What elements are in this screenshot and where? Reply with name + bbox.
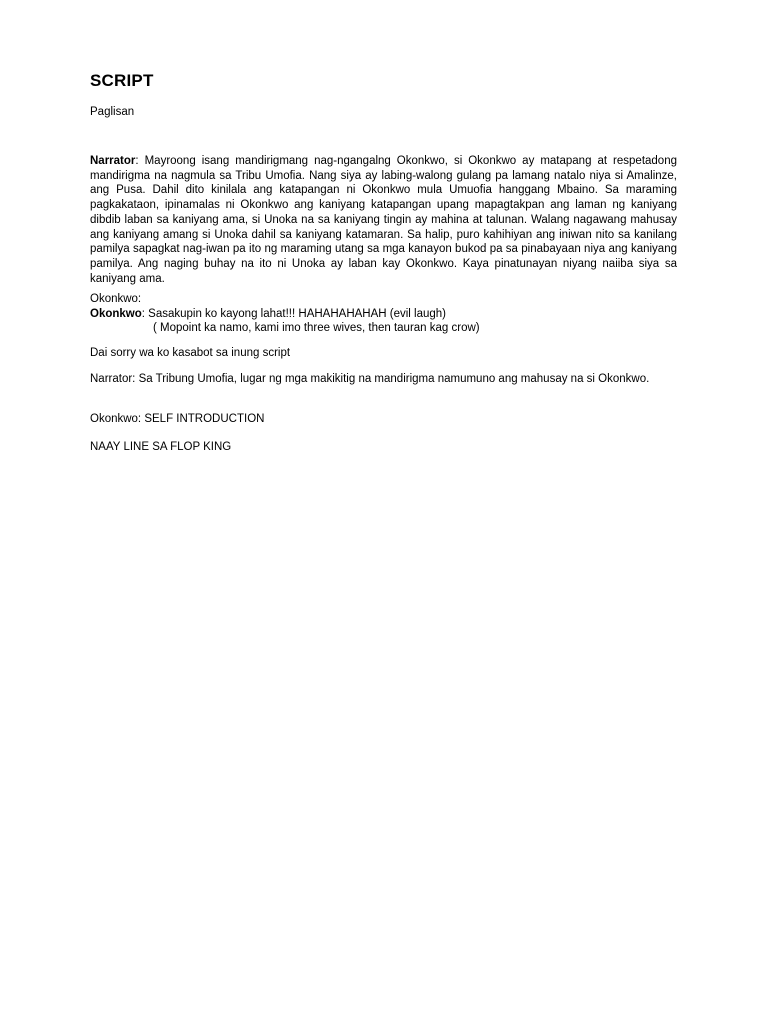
final-line: NAAY LINE SA FLOP KING [90, 441, 232, 453]
script-title: SCRIPT [90, 71, 154, 90]
okonkwo-stage-note: ( Mopoint ka namo, kami imo three wives, then tauran kag crow) [153, 322, 480, 335]
apology-line: Dai sorry wa ko kasabot sa inung script [90, 347, 291, 359]
narrator-second-paragraph: Narrator: Sa Tribung Umofia, lugar ng mga makikitig na mandirigma namumuno ang mahusay na si Okonkwo. [90, 373, 650, 385]
okonkwo-line-text: : Sasakupin ko kayong lahat!!! HAHAHAHAHAH (evil laugh) [141, 307, 447, 320]
narration-paragraph [90, 154, 677, 286]
script-subtitle: Paglisan [90, 106, 135, 118]
narrator-speaker-label: Narrator [90, 155, 136, 167]
narration-text: Mayroong isang mandirigmang nag-ngangalng Okonkwo, si Okonkwo ay matapang at respetadong mandirigma na nagmula sa Tribu Umofia. Nang siya ay labing-walong gulang pa lamang natalo niya si Amalinze, ang Pusa. Dahil dito kinilala ang katapangan ni Okonkwo mula Umuofia hanggang Mbaino. Sa maraming pagkakataon, ipinamalas ni Okonkwo ang kaniyang katapangan upang mapagtakpan ang laman ng kaniyang dibdib laban sa kaniyang ama, si Unoka na sa kaniyang tingin ay mahina at talunan. Walang nagawang mahusay ang kaniyang amang si Unoka dahil sa kaniyang katamaran. Sa halip, puro kahihiyan ang iniwan nito sa kanilang pamilya sapagkat nag-iwan pa ito ng maraming utang sa mga kanayon bukod pa sa pinabayaan niya ang kaniyang pamilya. Ang naging buhay na ito ni Unoka ay laban kay Okonkwo. Kaya pinatunayan niyang naiiba siya sa kaniyang ama. [90, 155, 677, 285]
okonkwo-line-row [90, 307, 677, 322]
okonkwo-dialogue-block [90, 292, 677, 336]
okonkwo-label-plain: Okonkwo: [90, 293, 142, 305]
okonkwo-speaker-label: Okonkwo [90, 307, 142, 320]
narrator-colon: : [135, 155, 139, 167]
okonkwo-intro-line: Okonkwo: SELF INTRODUCTION [90, 413, 265, 425]
